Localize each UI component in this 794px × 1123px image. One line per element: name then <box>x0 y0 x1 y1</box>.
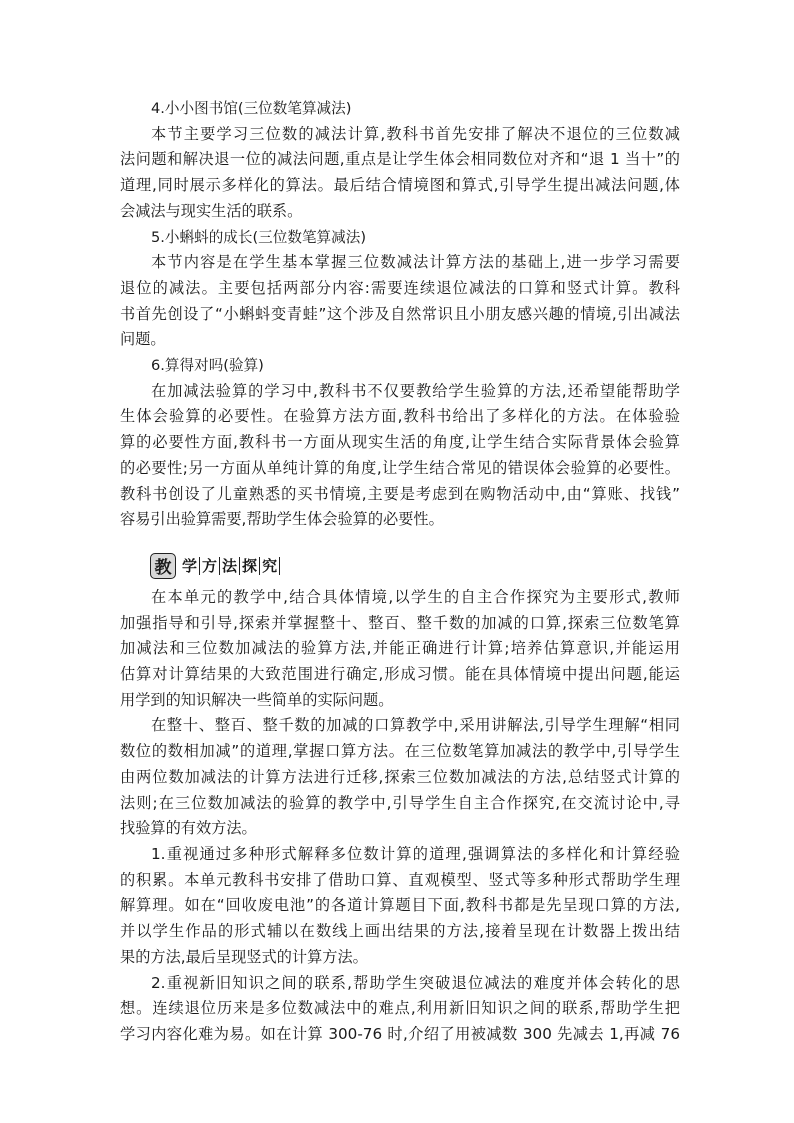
text-line: 容易引出验算需要,帮助学生体会验算的必要性。 <box>120 510 444 529</box>
text-line: 的必要性;另一方面从单纯计算的角度,让学生结合常见的错误体会验算的必要性。 <box>120 458 680 477</box>
text-line: 本节内容是在学生基本掌握三位数减法计算方法的基础上,进一步学习需要 <box>151 253 680 272</box>
text-line: 解算理。如在“回收废电池”的各道计算题目下面,教科书都是先呈现口算的方法, <box>120 896 680 915</box>
text-line: 由两位数加减法的计算方法进行迁移,探索三位数加减法的方法,总结竖式计算的 <box>120 767 680 786</box>
text-line: 想。连续退位历来是多位数减法中的难点,利用新旧知识之间的联系,帮助学生把 <box>120 999 680 1018</box>
text-line: 1.重视通过多种形式解释多位数计算的道理,强调算法的多样化和计算经验 <box>151 844 680 863</box>
teaching-badge: 教 <box>150 553 176 579</box>
text-line: 加减法和三位数加减法的验算方法,并能正确进行计算;培养估算意识,并能运用 <box>120 639 680 658</box>
title-char: 法 <box>220 557 240 575</box>
text-line: 加强指导和引导,探索并掌握整十、整百、整千数的加减的口算,探索三位数笔算 <box>120 613 680 632</box>
methods-section-title <box>150 551 680 581</box>
text-line: 生体会验算的必要性。在验算方法方面,教科书给出了多样化的方法。在体验验 <box>120 407 680 426</box>
text-line: 的积累。本单元教科书安排了借助口算、直观模型、竖式等多种形式帮助学生理 <box>120 870 680 889</box>
text-line: 并以学生作品的形式辅以在数线上画出结果的方法,接着呈现在计数器上拨出结 <box>120 922 680 941</box>
text-line: 道理,同时展示多样化的算法。最后结合情境图和算式,引导学生提出减法问题,体 <box>120 176 680 195</box>
text-line: 果的方法,最后呈现竖式的计算方法。 <box>120 947 368 966</box>
text-line: 问题。 <box>120 330 166 349</box>
text-line: 在本单元的教学中,结合具体情境,以学生的自主合作探究为主要形式,教师 <box>151 587 680 606</box>
text-line: 本节主要学习三位数的减法计算,教科书首先安排了解决不退位的三位数减 <box>151 124 680 143</box>
methods-title <box>180 557 280 575</box>
text-line: 在整十、整百、整千数的加减的口算教学中,采用讲解法,引导学生理解“相同 <box>151 716 680 735</box>
text-line: 会减法与现实生活的联系。 <box>120 201 303 220</box>
text-line: 学习内容化难为易。如在计算 300-76 时,介绍了用被减数 300 先减去 1,再减 76 <box>120 1024 680 1043</box>
section-heading-check: 6.算得对吗(验算) <box>151 357 264 375</box>
text-line: 退位的减法。主要包括两部分内容:需要连续退位减法的口算和竖式计算。教科 <box>120 278 680 297</box>
text-line: 在加减法验算的学习中,教科书不仅要教给学生验算的方法,还希望能帮助学 <box>151 381 680 400</box>
text-line: 2.重视新旧知识之间的联系,帮助学生突破退位减法的难度并体会转化的思 <box>151 973 680 992</box>
text-line: 算的必要性方面,教科书一方面从现实生活的角度,让学生结合实际背景体会验算 <box>120 433 680 452</box>
text-line: 教科书创设了儿童熟悉的买书情境,主要是考虑到在购物活动中,由“算账、找钱” <box>120 484 680 503</box>
title-char: 学 <box>180 557 200 575</box>
text-line: 法问题和解决退一位的减法问题,重点是让学生体会相同数位对齐和“退 1 当十”的 <box>120 150 680 169</box>
section-heading-library: 4.小小图书馆(三位数笔算减法) <box>151 100 352 117</box>
text-line: 用学到的知识解决一些简单的实际问题。 <box>120 690 394 709</box>
title-char: 究 <box>260 557 280 575</box>
document-page <box>120 96 680 1048</box>
title-char: 方 <box>200 557 220 575</box>
text-line: 法则;在三位数加减法的验算的教学中,引导学生自主合作探究,在交流讨论中,寻 <box>120 793 680 812</box>
text-line: 估算对计算结果的大致范围进行确定,形成习惯。能在具体情境中提出问题,能运 <box>120 665 680 684</box>
text-line: 书首先创设了“小蝌蚪变青蛙”这个涉及自然常识且小朋友感兴趣的情境,引出减法 <box>120 304 680 323</box>
text-line: 找验算的有效方法。 <box>120 819 257 838</box>
title-char: 探 <box>240 557 260 575</box>
text-line: 数位的数相加减”的道理,掌握口算方法。在三位数笔算加减法的教学中,引导学生 <box>120 742 680 761</box>
section-heading-tadpole: 5.小蝌蚪的成长(三位数笔算减法) <box>151 228 367 246</box>
